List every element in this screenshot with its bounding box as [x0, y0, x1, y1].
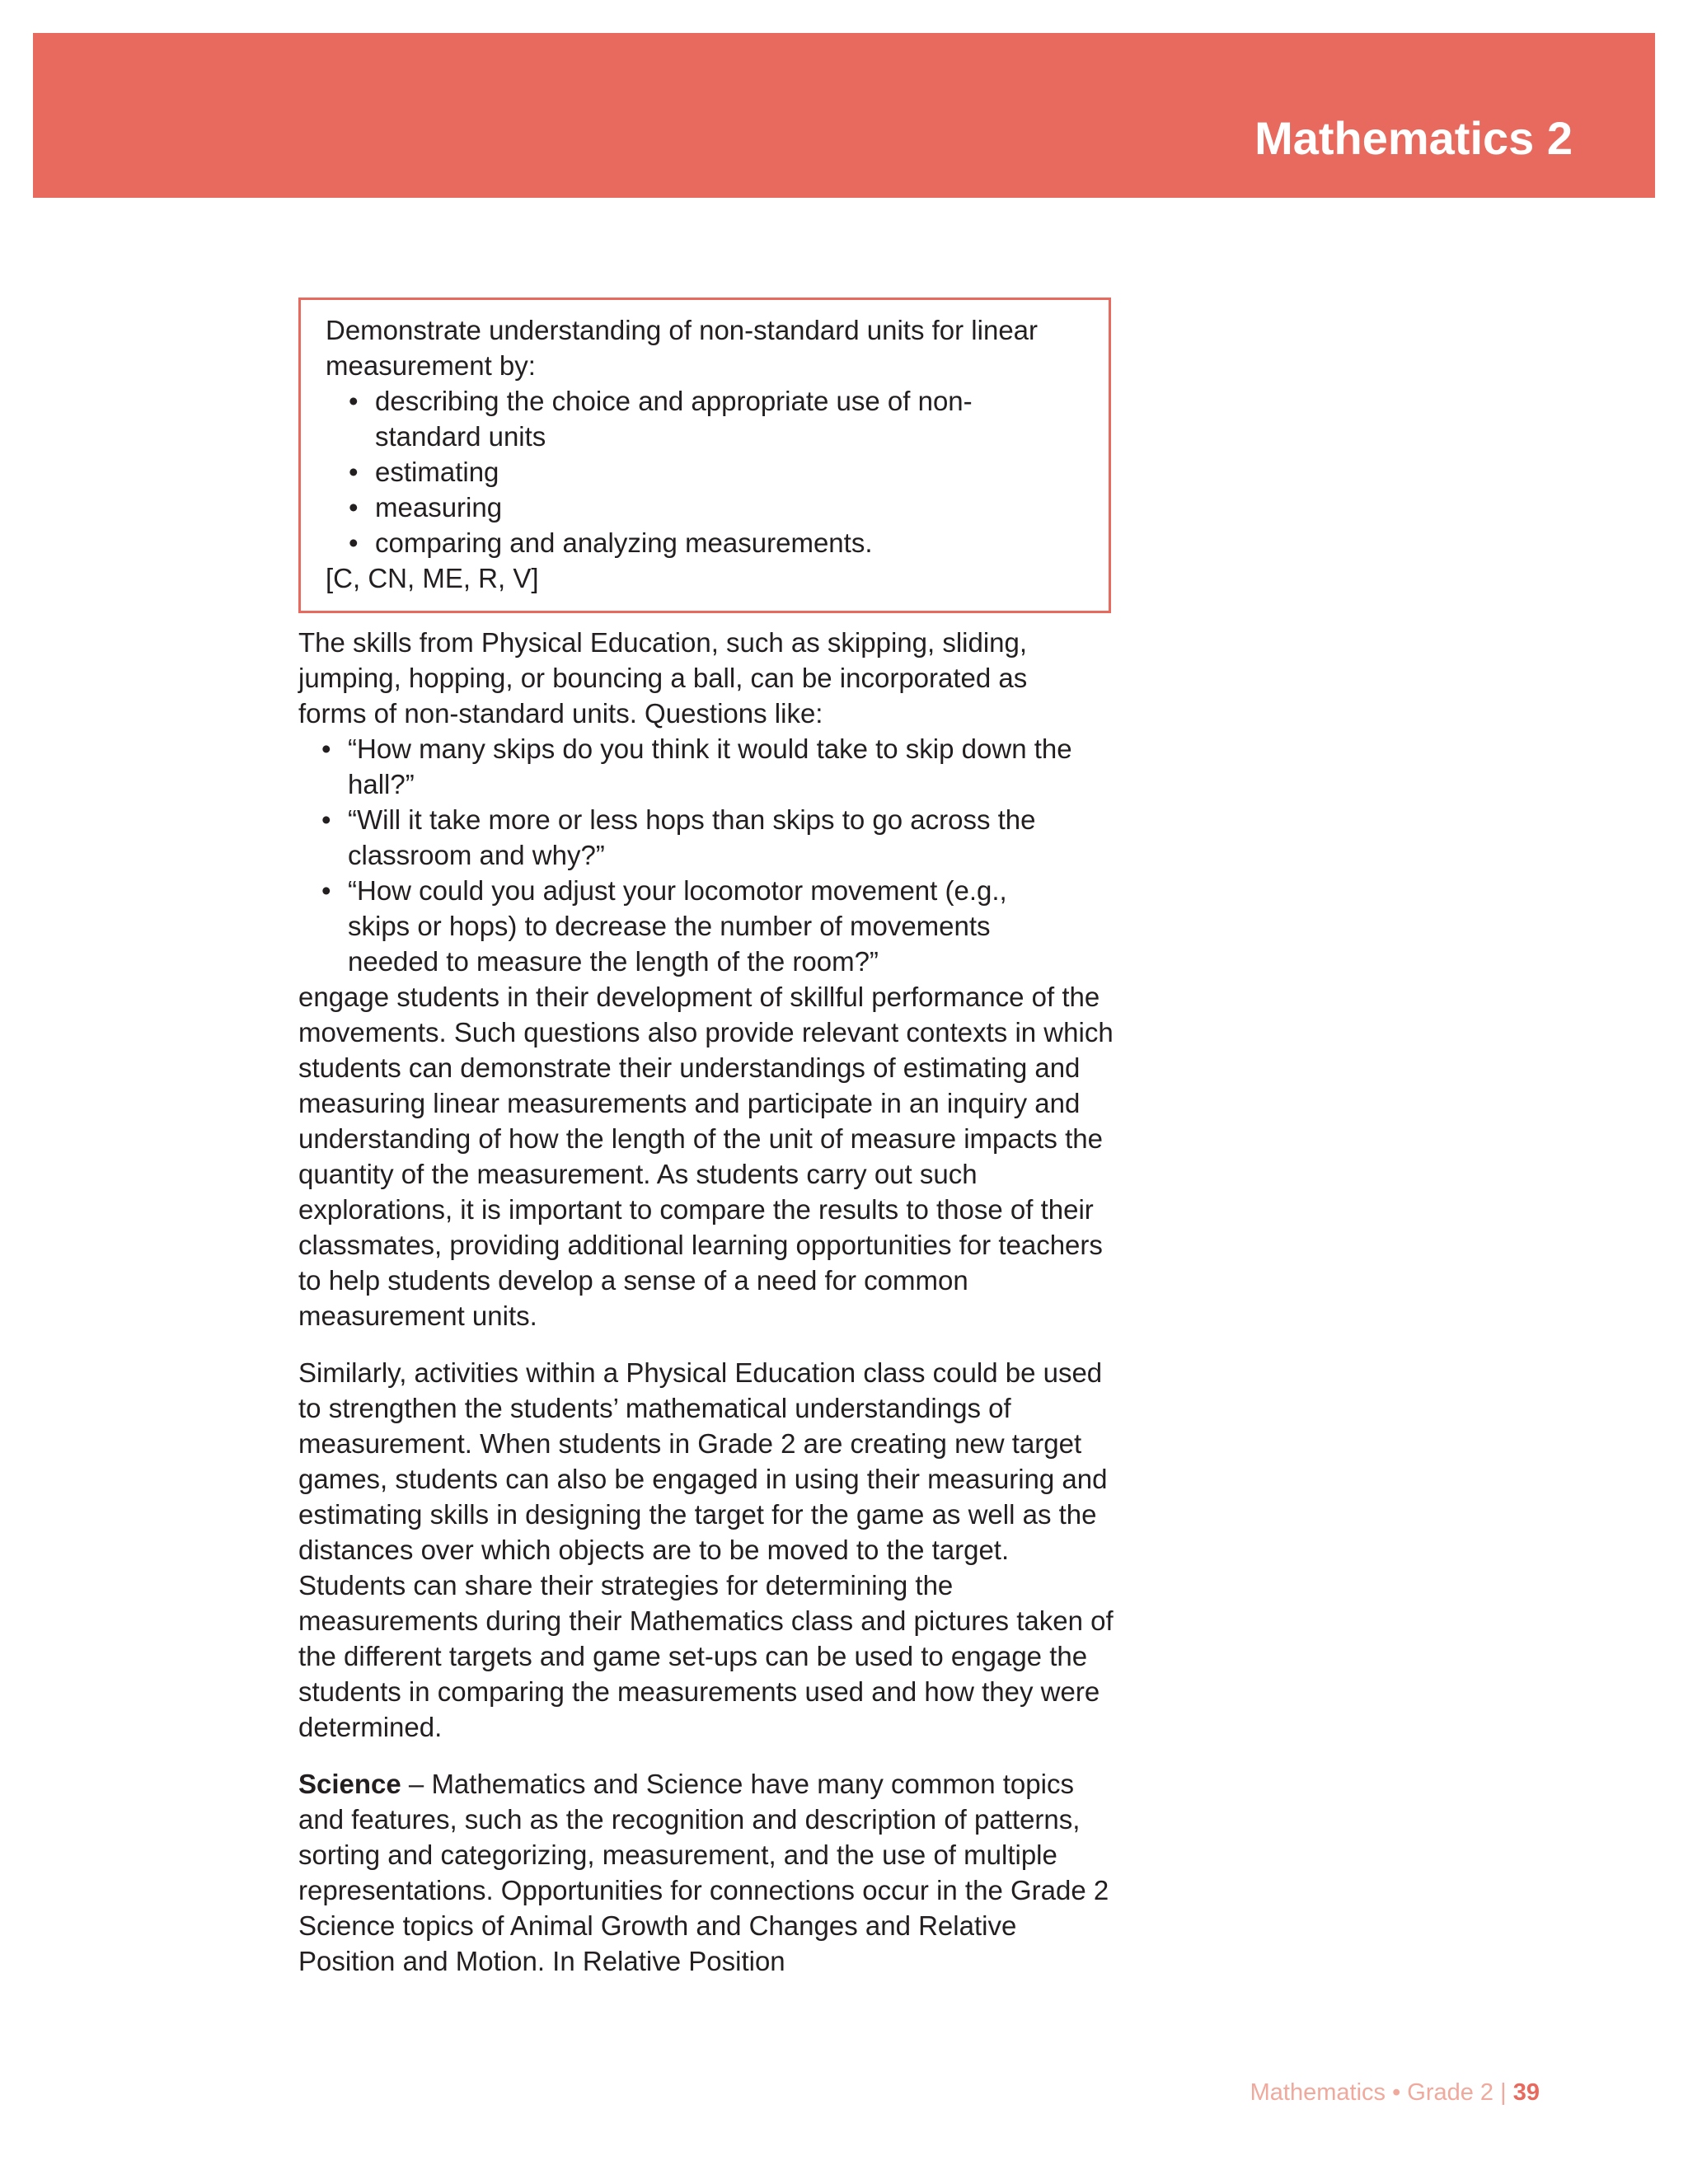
science-text: – Mathematics and Science have many common topics and features, such as the recognition and description of patterns, sorting and categorizing, measurement, and the use of multiple representations. Opportunities for connections occur in the Grade 2 Science topics of Animal Growth and Changes and Relative Position and Motion. In Relative Position	[298, 1769, 1109, 1976]
outcome-item: • measuring	[375, 490, 1084, 525]
footer-separator: |	[1500, 2079, 1507, 2106]
outcome-list	[326, 383, 1084, 560]
science-label: Science	[298, 1769, 401, 1799]
paragraph-pe-continued: engage students in their development of skillful performance of the movements. Such questions also provide relevant contexts in which students can demonstrate their understandings of estimating and measuring linear measurements and participate in an inquiry and understanding of how the length of the unit of measure impacts the quantity of the measurement. As students carry out such explorations, it is important to compare the results to those of their classmates, providing additional learning opportunities for teachers to help students develop a sense of a need for common measurement units.	[298, 982, 1114, 1331]
body-text	[298, 625, 1123, 1979]
question-item: • “How could you adjust your locomotor movement (e.g., skips or hops) to decrease the number of movements needed to measure the length of the room?”	[348, 873, 1057, 979]
outcome-intro-line2: measurement by:	[326, 350, 536, 381]
question-list	[298, 731, 1123, 979]
main-content	[298, 298, 1123, 1979]
outcome-codes: [C, CN, ME, R, V]	[326, 563, 539, 593]
outcome-box	[298, 298, 1111, 613]
outcome-item: • describing the choice and appropriate use of non-standard units	[375, 383, 1018, 454]
outcome-item: • comparing and analyzing measurements.	[375, 525, 1084, 560]
paragraph-science	[298, 1766, 1114, 1979]
outcome-item: • estimating	[375, 454, 1084, 490]
question-item: • “Will it take more or less hops than skips to go across the classroom and why?”	[348, 802, 1090, 873]
page-footer	[1250, 2081, 1540, 2105]
outcome-intro-line1: Demonstrate understanding of non-standard units for linear	[326, 315, 1039, 345]
question-item: • “How many skips do you think it would take to skip down the hall?”	[348, 731, 1090, 802]
paragraph-pe-activities: Similarly, activities within a Physical Education class could be used to strengthen the students’ mathematical understandings of measurement. When students in Grade 2 are creating new target games, students can also be engaged in using their measuring and estimating skills in designing the target for the game as well as the distances over which objects are to be moved to the target. Students can share their strategies for determining the measurements during their Mathematics class and pictures taken of the different targets and game set-ups can be used to engage the students in comparing the measurements used and how they were determined.	[298, 1357, 1114, 1742]
paragraph-pe-intro: The skills from Physical Education, such as skipping, sliding, jumping, hopping, or bouncing a ball, can be incorporated as forms of non-standard units. Questions like:	[298, 627, 1028, 729]
footer-label: Mathematics • Grade 2	[1250, 2079, 1494, 2106]
page-number: 39	[1512, 2079, 1540, 2106]
page-title: Mathematics 2	[1254, 112, 1573, 164]
